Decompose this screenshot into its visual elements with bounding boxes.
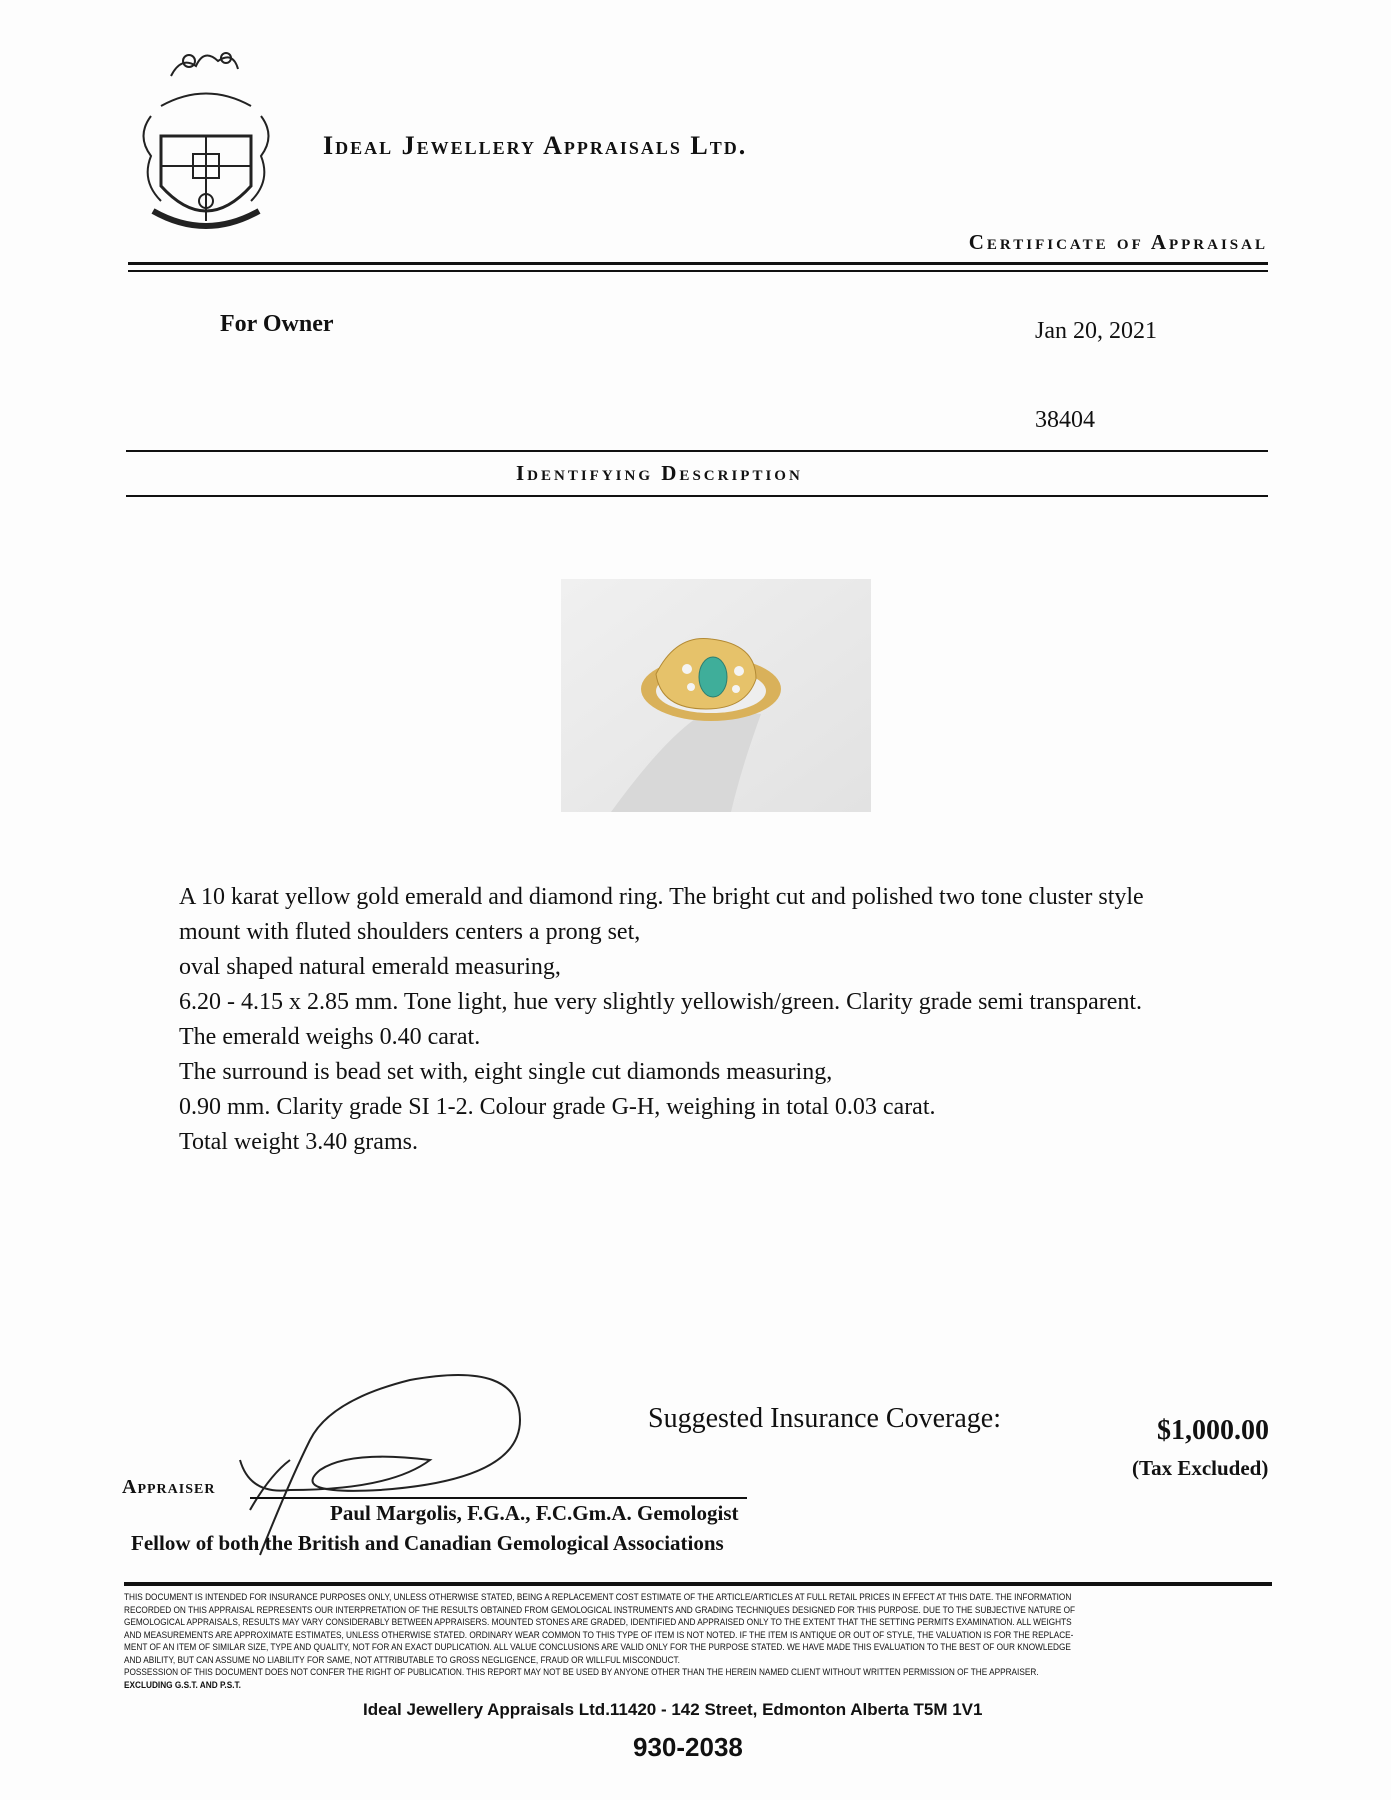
disclaimer-line: THIS DOCUMENT IS INTENDED FOR INSURANCE PURPOSES ONLY, UNLESS OTHERWISE STATED, BEING A REPLACEMENT COST ESTIMATE OF THE ARTICLE/ARTICLES AT FULL RETAIL PRICES IN EFFECT AT THIS DATE. THE INFORMATION bbox=[124, 1592, 1072, 1603]
appraiser-label: Appraiser bbox=[122, 1476, 216, 1498]
company-name: Ideal Jewellery Appraisals Ltd. bbox=[323, 131, 748, 160]
description-line: 0.90 mm. Clarity grade SI 1-2. Colour grade G-H, weighing in total 0.03 carat. bbox=[179, 1094, 936, 1120]
appraiser-fellowship: Fellow of both the British and Canadian Gemological Associations bbox=[131, 1531, 724, 1555]
tax-excluded-note: (Tax Excluded) bbox=[1132, 1456, 1269, 1480]
description-line: The emerald weighs 0.40 carat. bbox=[179, 1024, 481, 1050]
appraiser-name: Paul Margolis, F.G.A., F.C.Gm.A. Gemologist bbox=[330, 1501, 739, 1525]
description-line: Total weight 3.40 grams. bbox=[179, 1129, 418, 1155]
appraisal-number: 38404 bbox=[1035, 407, 1095, 433]
footer-address: Ideal Jewellery Appraisals Ltd.11420 - 142 Street, Edmonton Alberta T5M 1V1 bbox=[363, 1700, 983, 1719]
description-line: A 10 karat yellow gold emerald and diamond ring. The bright cut and polished two tone cluster style bbox=[179, 884, 1144, 910]
description-line: The surround is bead set with, eight single cut diamonds measuring, bbox=[179, 1059, 833, 1085]
section-title: Identifying Description bbox=[516, 461, 803, 485]
ring-photo bbox=[561, 579, 871, 812]
identifying-description bbox=[179, 880, 1299, 1160]
divider bbox=[128, 262, 1268, 265]
description-line: 6.20 - 4.15 x 2.85 mm. Tone light, hue very slightly yellowish/green. Clarity grade semi transparent. bbox=[179, 989, 1143, 1015]
disclaimer-line: RECORDED ON THIS APPRAISAL REPRESENTS OUR INTERPRETATION OF THE RESULTS OBTAINED FROM GEMOLOGICAL INSTRUMENTS AND GRADING TECHNIQUES DESIGNED FOR THIS PURPOSE. DUE TO THE SUBJECTIVE NATURE OF bbox=[124, 1604, 1076, 1616]
disclaimer-line: MENT OF AN ITEM OF SIMILAR SIZE, TYPE AND QUALITY, NOT FOR AN EXACT DUPLICATION. ALL VALUE CONCLUSIONS ARE VALID ONLY FOR THE PURPOSE STATED. WE HAVE MADE THIS EVALUATION TO THE BEST OF OUR KNOWLEDGE bbox=[124, 1642, 1071, 1653]
disclaimer bbox=[124, 1592, 1242, 1692]
divider bbox=[124, 1582, 1272, 1586]
description-line: oval shaped natural emerald measuring, bbox=[179, 954, 561, 980]
coat-of-arms-logo bbox=[131, 46, 281, 246]
signature-line bbox=[250, 1497, 747, 1499]
certificate-title: Certificate of Appraisal bbox=[968, 230, 1268, 254]
appraisal-date: Jan 20, 2021 bbox=[1035, 318, 1157, 344]
coverage-amount: $1,000.00 bbox=[1157, 1415, 1269, 1446]
footer-phone: 930-2038 bbox=[633, 1732, 743, 1762]
disclaimer-line: POSSESSION OF THIS DOCUMENT DOES NOT CONFER THE RIGHT OF PUBLICATION. THIS REPORT MAY NOT BE USED BY ANYONE OTHER THAN THE HEREIN NAMED CLIENT WITHOUT WRITTEN PERMISSION OF THE APPRAISER. bbox=[124, 1667, 1039, 1678]
disclaimer-line: GEMOLOGICAL APPRAISALS, RESULTS MAY VARY CONSIDERABLY BETWEEN APPRAISERS. MOUNTED STONES ARE GRADED, IDENTIFIED AND APPRAISED ONLY TO THE EXTENT THAT THE SETTING PERMITS EXAMINATION. ALL WEIGHTS bbox=[124, 1617, 1072, 1628]
tax-note: EXCLUDING G.S.T. AND P.S.T. bbox=[124, 1679, 241, 1691]
appraiser-signature bbox=[230, 1360, 550, 1560]
divider bbox=[128, 270, 1268, 272]
coverage-label: Suggested Insurance Coverage: bbox=[648, 1403, 1001, 1434]
divider bbox=[126, 495, 1268, 497]
disclaimer-line: AND MEASUREMENTS ARE APPROXIMATE ESTIMATES, UNLESS OTHERWISE STATED. ORDINARY WEAR COMMON TO THIS TYPE OF ITEM IS NOT NOTED. IF THE ITEM IS ANTIQUE OR OUT OF STYLE, THE VALUATION IS FOR THE REPLACE- bbox=[124, 1629, 1074, 1641]
owner-label: For Owner bbox=[220, 311, 334, 337]
disclaimer-line: AND ABILITY, BUT CAN ASSUME NO LIABILITY FOR SAME, NOT ATTRIBUTABLE TO GROSS NEGLIGENCE, FRAUD OR WILLFUL MISCONDUCT. bbox=[124, 1654, 680, 1666]
description-line: mount with fluted shoulders centers a prong set, bbox=[179, 919, 641, 945]
divider bbox=[126, 450, 1268, 452]
